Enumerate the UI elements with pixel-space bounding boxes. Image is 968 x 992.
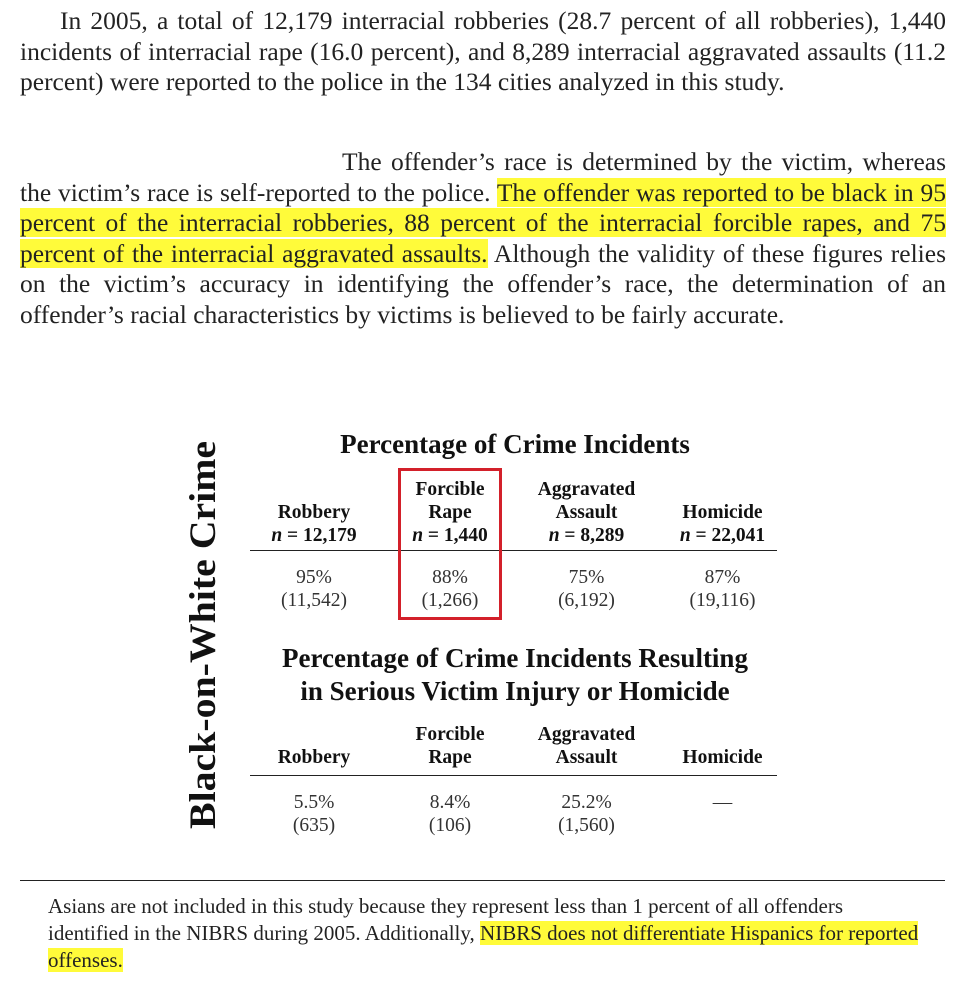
offender-race-paragraph bbox=[20, 147, 946, 330]
sample-size: n = 12,179 bbox=[271, 525, 357, 546]
table2-value-forcible-rape: 8.4% (106) bbox=[428, 792, 472, 836]
table2-col-aggravated-assault: Aggravated Assault bbox=[537, 724, 636, 768]
col-head-line2: Robbery bbox=[277, 502, 351, 523]
table2-rule bbox=[250, 775, 777, 776]
figure-side-title bbox=[175, 440, 227, 830]
side-title-text: Black-on-White Crime bbox=[183, 468, 224, 829]
sample-size: n = 22,041 bbox=[679, 525, 766, 546]
footnote-rule bbox=[20, 880, 945, 881]
table1-col-homicide bbox=[665, 478, 780, 547]
table1-rule bbox=[250, 550, 777, 551]
paragraph-tail: Although the validity of these figures relies on the victim’s accuracy in identifying the offender’s race, the determination of an offender’s racial characteristics by victims is believed to be fairly accurate. bbox=[20, 238, 946, 329]
table1-value-forcible-rape: 88% (1,266) bbox=[421, 567, 479, 611]
table2-value-aggravated-assault: 25.2% (1,560) bbox=[558, 792, 615, 836]
paragraph-lead: The offender’s race is determined by the victim, whereas the victim’s race is self-reported to the police. bbox=[20, 147, 946, 207]
highlighted-sentence: The offender was reported to be black in 95 percent of the interracial robberies, 88 percent of the interracial forcible rapes, and 75 percent of the interracial aggravated assaults. bbox=[20, 177, 946, 268]
intro-paragraph: In 2005, a total of 12,179 interracial robberies (28.7 percent of all robberies), 1,440 incidents of interracial rape (16.0 percent), and 8,289 interracial aggravated assaults (11.2 percent) were reported to the police in the 134 cities analyzed in this study. bbox=[20, 6, 946, 96]
col-head-line2: Assault bbox=[555, 502, 618, 523]
col-head-line2: Homicide bbox=[682, 502, 763, 523]
footnote-highlight: NIBRS does not differentiate Hispanics for reported offenses. bbox=[48, 921, 919, 972]
footnote bbox=[48, 893, 928, 974]
table2-col-robbery: Robbery bbox=[277, 747, 351, 768]
table1-value-robbery: 95% (11,542) bbox=[281, 567, 347, 611]
table1-title: Percentage of Crime Incidents bbox=[340, 429, 690, 459]
col-head-line1 bbox=[665, 478, 780, 501]
table2-title: Percentage of Crime Incidents Resulting in Serious Victim Injury or Homicide bbox=[282, 643, 748, 706]
table1-col-robbery bbox=[250, 478, 378, 547]
col-head-line1 bbox=[250, 478, 378, 501]
sample-size: n = 1,440 bbox=[412, 525, 488, 546]
table2-value-homicide: — bbox=[712, 792, 733, 813]
footnote-lead: Asians are not included in this study because they represent less than 1 percent of all offenders identified in the NIBRS during 2005. Additionally, bbox=[48, 894, 844, 945]
forcible-rape-highlight-box bbox=[398, 468, 502, 620]
sample-size: n = 8,289 bbox=[548, 525, 625, 546]
table2-col-forcible-rape: Forcible Rape bbox=[415, 724, 485, 768]
table1-value-homicide: 87% (19,116) bbox=[689, 567, 756, 611]
col-head-line1: Forcible bbox=[415, 479, 485, 500]
col-head-line2: Rape bbox=[428, 502, 472, 523]
table2-value-robbery: 5.5% (635) bbox=[292, 792, 336, 836]
col-head-line1: Aggravated bbox=[537, 479, 636, 500]
table1-col-aggravated-assault bbox=[520, 478, 653, 547]
table1-value-aggravated-assault: 75% (6,192) bbox=[558, 567, 615, 611]
table2-col-homicide: Homicide bbox=[682, 747, 763, 768]
